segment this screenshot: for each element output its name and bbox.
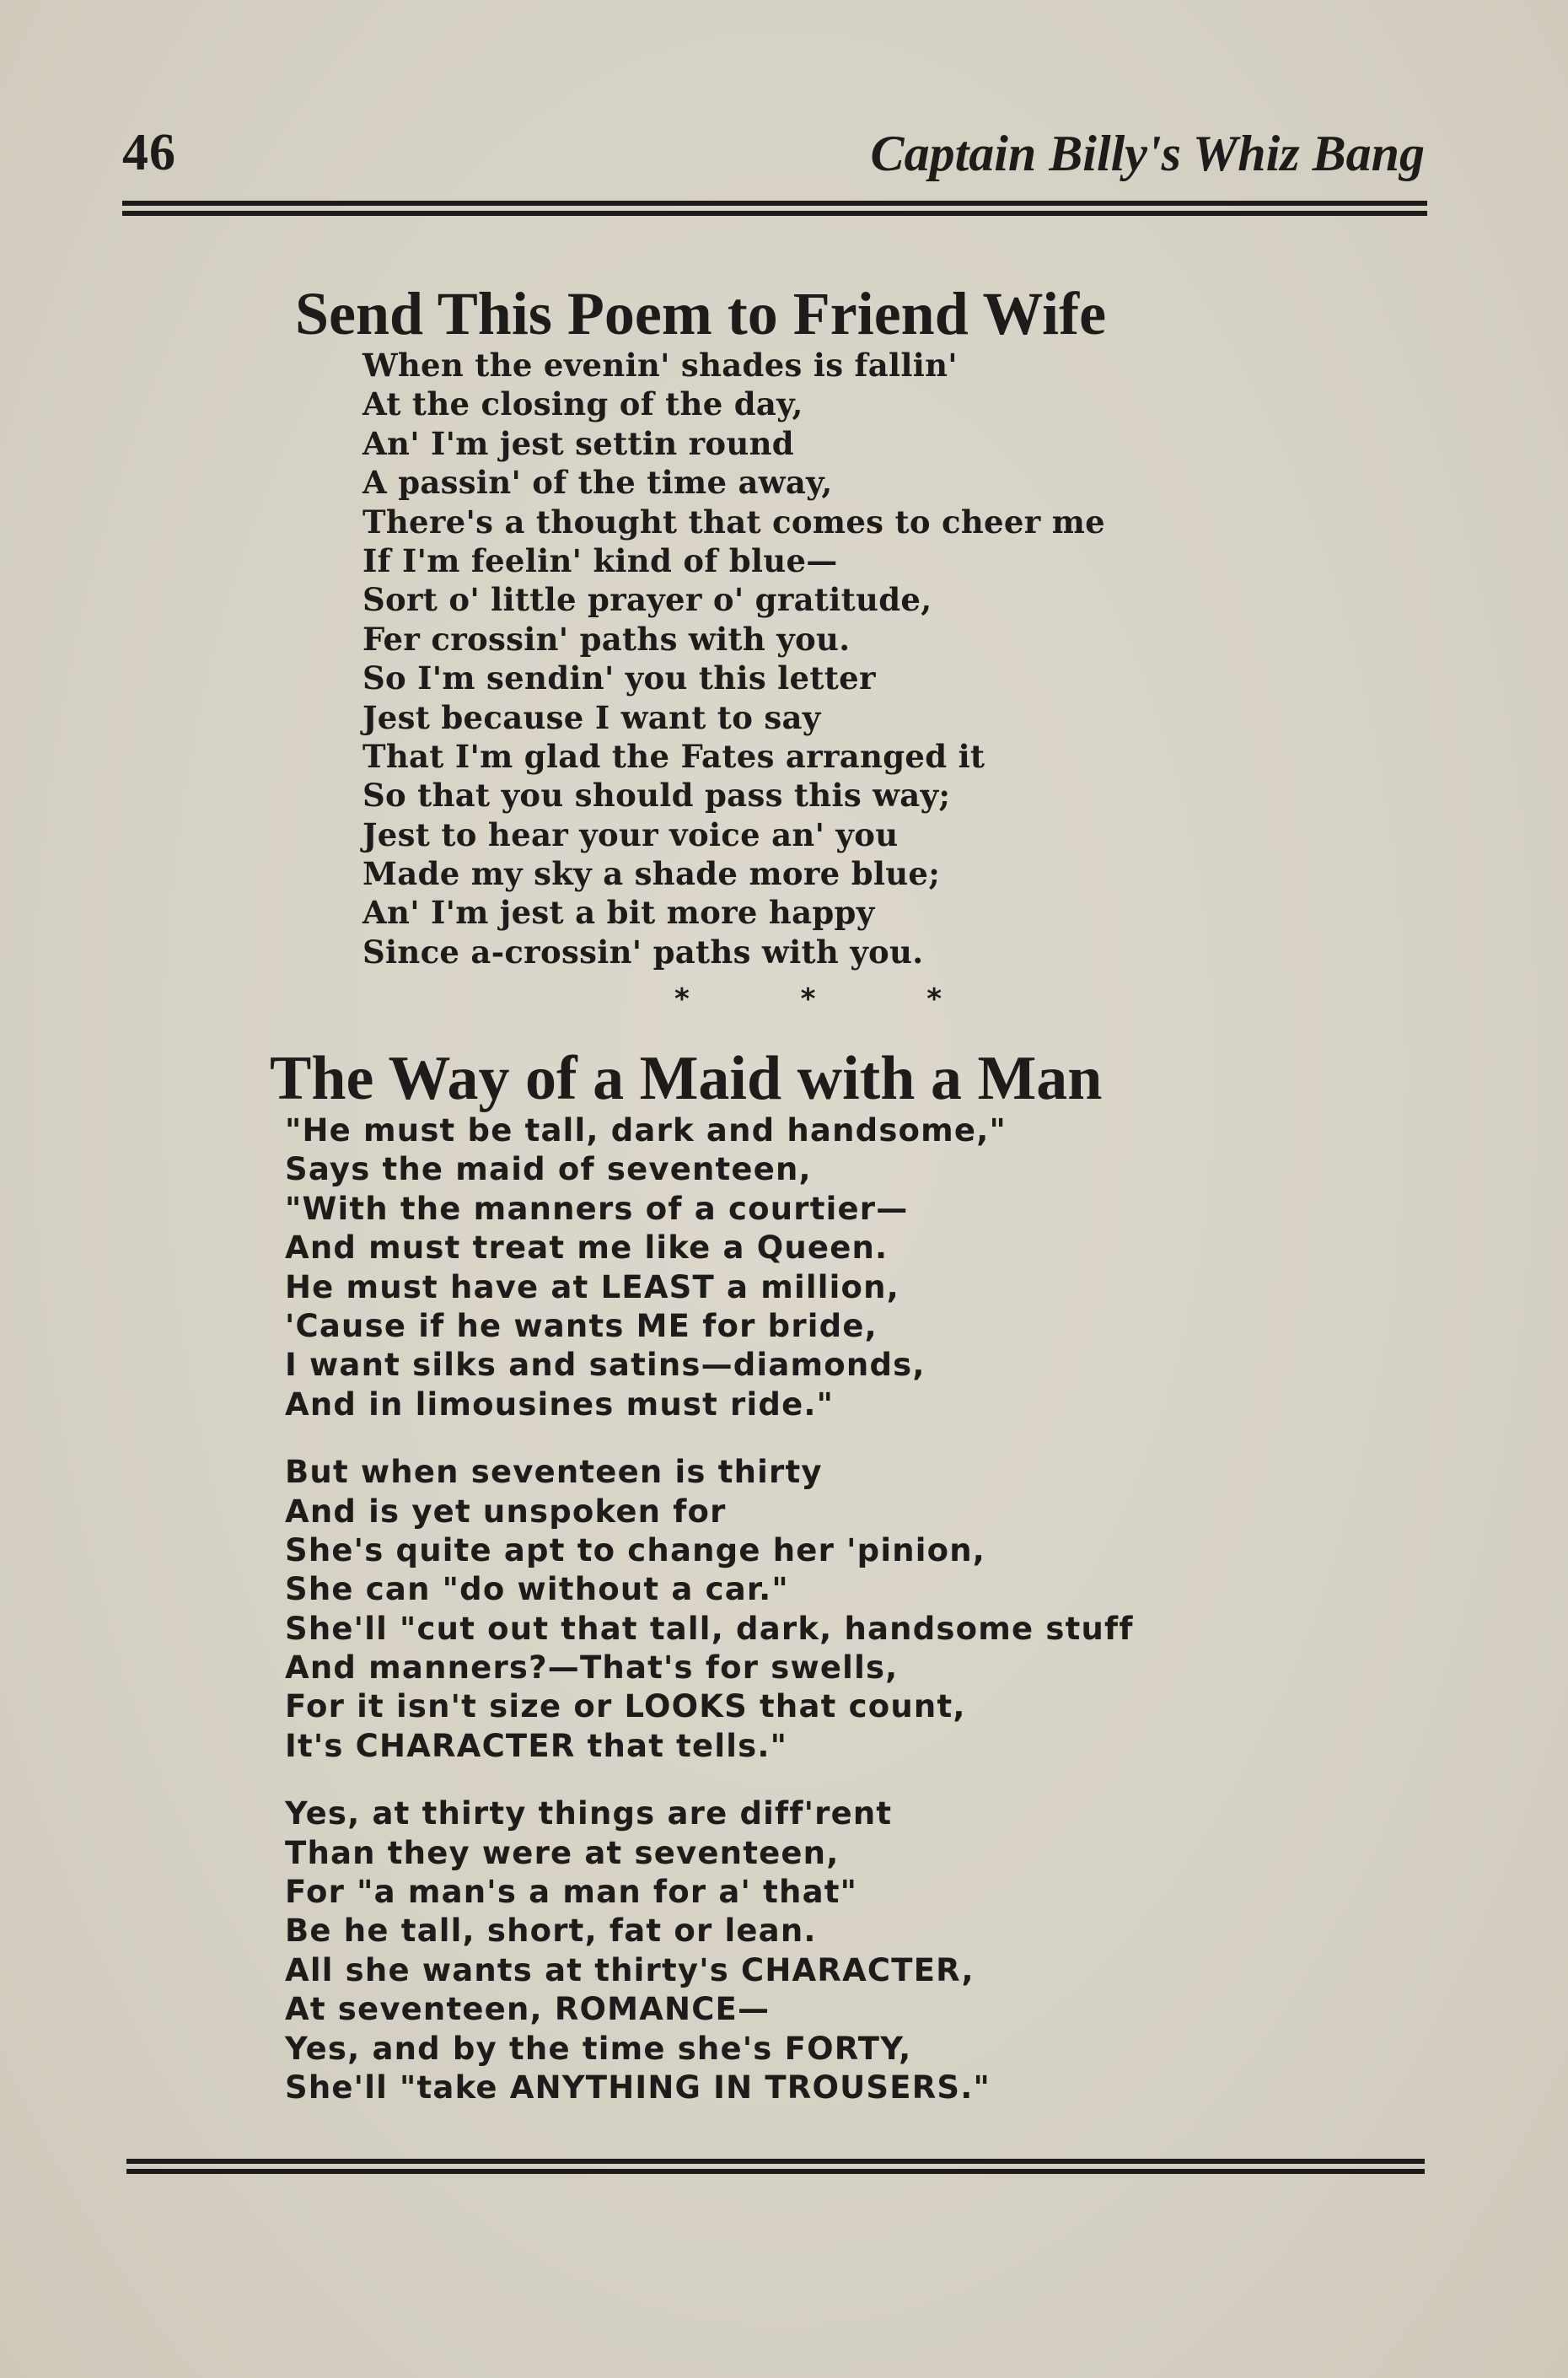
poem-1-line: So that you should pass this way; xyxy=(362,777,951,815)
poem-2-line: And manners?—That's for swells, xyxy=(285,1649,899,1687)
poem-2-stanza xyxy=(285,1794,1134,2107)
poem-2-line: At seventeen, ROMANCE— xyxy=(285,1991,771,2028)
poem-2-line: I want silks and satins—diamonds, xyxy=(285,1347,926,1384)
footer-double-rule xyxy=(126,2159,1425,2174)
poem-2-line: And in limousines must ride." xyxy=(285,1385,835,1423)
poem-2-line: Be he tall, short, fat or lean. xyxy=(285,1913,817,1950)
poem-1-line: An' I'm jest settin round xyxy=(362,424,794,462)
poem-2-stanza xyxy=(285,1453,1134,1766)
poem-1-line: A passin' of the time away, xyxy=(362,464,833,502)
poem-1-body xyxy=(362,346,1105,971)
poem-1-line: There's a thought that comes to cheer me xyxy=(362,503,1105,541)
poem-1-line: When the evenin' shades is fallin' xyxy=(362,347,958,384)
poem-1-line: So I'm sendin' you this letter xyxy=(362,659,876,697)
poem-1-line: Made my sky a shade more blue; xyxy=(362,855,941,893)
poem-1-line: Fer crossin' paths with you. xyxy=(362,620,851,658)
poem-2-line: Yes, and by the time she's FORTY, xyxy=(285,2030,912,2067)
poem-1-line: Since a-crossin' paths with you. xyxy=(362,933,924,971)
poem-2-line: Says the maid of seventeen, xyxy=(285,1151,812,1188)
poem-2-line: She'll "cut out that tall, dark, handsome stuff xyxy=(285,1610,1134,1647)
poem-2-line: And is yet unspoken for xyxy=(285,1493,727,1530)
poem-1-line: Sort o' little prayer o' gratitude, xyxy=(362,581,932,619)
poem-2-line: For it isn't size or LOOKS that count, xyxy=(285,1688,966,1725)
poem-1-line: If I'm feelin' kind of blue— xyxy=(362,541,838,579)
poem-2-line: She's quite apt to change her 'pinion, xyxy=(285,1531,986,1568)
poem-1-title: Send This Poem to Friend Wife xyxy=(295,280,1107,347)
poem-2-line: She'll "take ANYTHING IN TROUSERS." xyxy=(285,2069,991,2106)
poem-2-body xyxy=(285,1111,1134,2136)
page-number: 46 xyxy=(122,124,176,181)
poem-2-line: 'Cause if he wants ME for bride, xyxy=(285,1307,878,1344)
poem-2-line: Yes, at thirty things are diff'rent xyxy=(285,1795,893,1832)
poem-2-line: And must treat me like a Queen. xyxy=(285,1229,889,1267)
poem-2-line: He must have at LEAST a million, xyxy=(285,1268,899,1305)
running-title: Captain Billy's Whiz Bang xyxy=(870,126,1425,181)
poem-1-line: That I'm glad the Fates arranged it xyxy=(362,737,985,775)
poem-2-line: "He must be tall, dark and handsome," xyxy=(285,1112,1007,1149)
poem-2-stanza xyxy=(285,1111,1134,1424)
header-double-rule xyxy=(122,201,1427,216)
asterisk-separator: * * * xyxy=(674,982,993,1016)
poem-2-line: For "a man's a man for a' that" xyxy=(285,1874,858,1911)
poem-1-line: At the closing of the day, xyxy=(362,385,803,423)
poem-2-line: But when seventeen is thirty xyxy=(285,1454,823,1491)
poem-2-line: All she wants at thirty's CHARACTER, xyxy=(285,1951,975,1988)
poem-2-title: The Way of a Maid with a Man xyxy=(270,1044,1103,1113)
poem-2-line: She can "do without a car." xyxy=(285,1571,789,1608)
poem-1-line: An' I'm jest a bit more happy xyxy=(362,894,875,932)
poem-2-line: Than they were at seventeen, xyxy=(285,1834,840,1871)
poem-1-line: Jest to hear your voice an' you xyxy=(362,815,899,853)
poem-2-line: It's CHARACTER that tells." xyxy=(285,1727,788,1764)
poem-2-line: "With the manners of a courtier— xyxy=(285,1190,909,1227)
poem-1-line: Jest because I want to say xyxy=(362,698,821,736)
